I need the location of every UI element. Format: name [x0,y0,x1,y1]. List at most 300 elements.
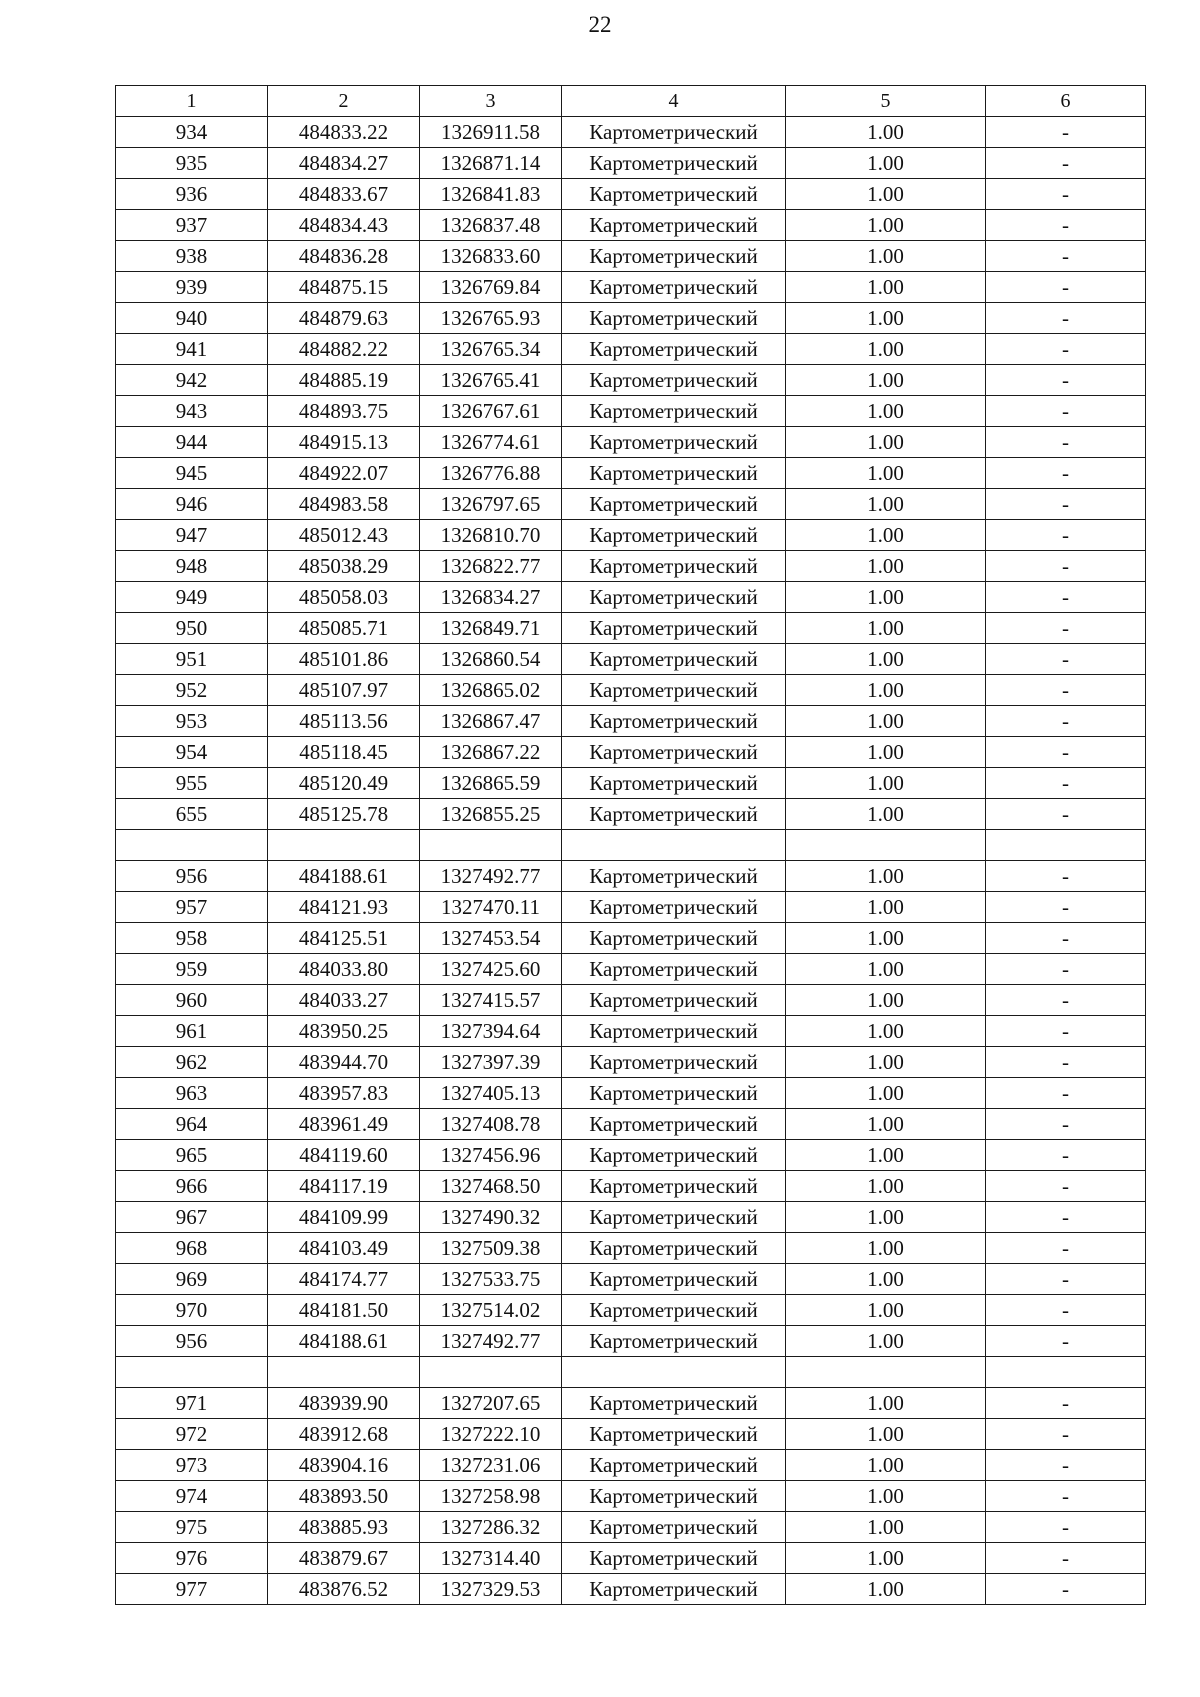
description-cell: - [986,675,1146,706]
x-coordinate-cell: 484188.61 [268,1326,420,1357]
x-coordinate-cell: 484125.51 [268,923,420,954]
point-number-cell: 936 [116,179,268,210]
method-cell: Картометрический [562,303,786,334]
x-coordinate-cell: 484834.43 [268,210,420,241]
x-coordinate-cell: 483912.68 [268,1419,420,1450]
x-coordinate-cell: 484033.80 [268,954,420,985]
table-row [116,551,1146,582]
point-number-cell: 949 [116,582,268,613]
column-header: 3 [420,86,562,117]
accuracy-cell: 1.00 [786,334,986,365]
x-coordinate-cell: 483893.50 [268,1481,420,1512]
column-header: 1 [116,86,268,117]
accuracy-cell: 1.00 [786,148,986,179]
accuracy-cell: 1.00 [786,1109,986,1140]
x-coordinate-cell: 484174.77 [268,1264,420,1295]
method-cell: Картометрический [562,954,786,985]
description-cell: - [986,148,1146,179]
method-cell: Картометрический [562,489,786,520]
x-coordinate-cell: 484875.15 [268,272,420,303]
x-coordinate-cell: 484893.75 [268,396,420,427]
method-cell: Картометрический [562,923,786,954]
method-cell: Картометрический [562,210,786,241]
table-row [116,117,1146,148]
table-row [116,644,1146,675]
y-coordinate-cell: 1327456.96 [420,1140,562,1171]
description-cell: - [986,768,1146,799]
accuracy-cell: 1.00 [786,1140,986,1171]
x-coordinate-cell: 485101.86 [268,644,420,675]
y-coordinate-cell: 1326855.25 [420,799,562,830]
table-row [116,365,1146,396]
x-coordinate-cell: 485085.71 [268,613,420,644]
method-cell: Картометрический [562,365,786,396]
y-coordinate-cell: 1326765.41 [420,365,562,396]
point-number-cell: 940 [116,303,268,334]
method-cell: Картометрический [562,985,786,1016]
x-coordinate-cell: 483944.70 [268,1047,420,1078]
table-row [116,334,1146,365]
description-cell: - [986,1171,1146,1202]
y-coordinate-cell: 1327533.75 [420,1264,562,1295]
description-cell: - [986,427,1146,458]
point-number-cell: 952 [116,675,268,706]
accuracy-cell: 1.00 [786,241,986,272]
accuracy-cell: 1.00 [786,861,986,892]
x-coordinate-cell: 484121.93 [268,892,420,923]
point-number-cell: 975 [116,1512,268,1543]
description-cell [986,830,1146,861]
table-row [116,1109,1146,1140]
method-cell: Картометрический [562,179,786,210]
description-cell: - [986,1574,1146,1605]
point-number-cell: 960 [116,985,268,1016]
point-number-cell [116,830,268,861]
table-row [116,1264,1146,1295]
accuracy-cell: 1.00 [786,520,986,551]
point-number-cell: 972 [116,1419,268,1450]
point-number-cell: 946 [116,489,268,520]
method-cell: Картометрический [562,582,786,613]
x-coordinate-cell: 484836.28 [268,241,420,272]
point-number-cell: 655 [116,799,268,830]
point-number-cell: 961 [116,1016,268,1047]
table-row [116,923,1146,954]
table-row [116,613,1146,644]
x-coordinate-cell: 484834.27 [268,148,420,179]
description-cell: - [986,923,1146,954]
method-cell [562,1357,786,1388]
accuracy-cell: 1.00 [786,644,986,675]
table-row [116,1419,1146,1450]
method-cell: Картометрический [562,1450,786,1481]
point-number-cell: 966 [116,1171,268,1202]
separator-row [116,1357,1146,1388]
description-cell: - [986,1450,1146,1481]
table-row [116,985,1146,1016]
x-coordinate-cell: 485012.43 [268,520,420,551]
description-cell: - [986,1140,1146,1171]
y-coordinate-cell: 1326867.22 [420,737,562,768]
table-row [116,1543,1146,1574]
x-coordinate-cell: 485120.49 [268,768,420,799]
x-coordinate-cell: 483904.16 [268,1450,420,1481]
table-row [116,706,1146,737]
description-cell: - [986,210,1146,241]
table-row [116,1047,1146,1078]
table-row [116,892,1146,923]
table-row [116,1481,1146,1512]
description-cell: - [986,458,1146,489]
accuracy-cell: 1.00 [786,272,986,303]
description-cell: - [986,582,1146,613]
accuracy-cell: 1.00 [786,1295,986,1326]
accuracy-cell: 1.00 [786,1202,986,1233]
accuracy-cell: 1.00 [786,1171,986,1202]
point-number-cell: 938 [116,241,268,272]
accuracy-cell: 1.00 [786,1047,986,1078]
y-coordinate-cell: 1327509.38 [420,1233,562,1264]
method-cell: Картометрический [562,1574,786,1605]
table-row [116,1512,1146,1543]
point-number-cell: 963 [116,1078,268,1109]
point-number-cell: 969 [116,1264,268,1295]
x-coordinate-cell: 483961.49 [268,1109,420,1140]
accuracy-cell: 1.00 [786,551,986,582]
method-cell: Картометрический [562,334,786,365]
point-number-cell: 976 [116,1543,268,1574]
description-cell: - [986,179,1146,210]
description-cell: - [986,1295,1146,1326]
accuracy-cell: 1.00 [786,1233,986,1264]
method-cell: Картометрический [562,272,786,303]
accuracy-cell: 1.00 [786,985,986,1016]
accuracy-cell: 1.00 [786,1078,986,1109]
accuracy-cell: 1.00 [786,582,986,613]
method-cell: Картометрический [562,1295,786,1326]
y-coordinate-cell: 1327258.98 [420,1481,562,1512]
description-cell: - [986,737,1146,768]
point-number-cell: 948 [116,551,268,582]
table-row [116,1171,1146,1202]
y-coordinate-cell: 1326867.47 [420,706,562,737]
table-body [116,117,1146,1605]
x-coordinate-cell: 483957.83 [268,1078,420,1109]
description-cell: - [986,1078,1146,1109]
y-coordinate-cell: 1326774.61 [420,427,562,458]
method-cell: Картометрический [562,1171,786,1202]
x-coordinate-cell: 485125.78 [268,799,420,830]
y-coordinate-cell: 1327492.77 [420,861,562,892]
point-number-cell: 954 [116,737,268,768]
accuracy-cell: 1.00 [786,1419,986,1450]
description-cell: - [986,303,1146,334]
accuracy-cell: 1.00 [786,768,986,799]
accuracy-cell: 1.00 [786,489,986,520]
y-coordinate-cell: 1326865.02 [420,675,562,706]
point-number-cell: 951 [116,644,268,675]
table-row [116,675,1146,706]
table-row [116,241,1146,272]
point-number-cell: 947 [116,520,268,551]
point-number-cell: 967 [116,1202,268,1233]
method-cell: Картометрический [562,520,786,551]
method-cell: Картометрический [562,861,786,892]
description-cell: - [986,1512,1146,1543]
description-cell: - [986,272,1146,303]
point-number-cell: 957 [116,892,268,923]
y-coordinate-cell: 1327408.78 [420,1109,562,1140]
y-coordinate-cell [420,830,562,861]
accuracy-cell: 1.00 [786,892,986,923]
description-cell: - [986,861,1146,892]
point-number-cell: 953 [116,706,268,737]
table-row [116,1326,1146,1357]
x-coordinate-cell [268,830,420,861]
description-cell: - [986,117,1146,148]
method-cell: Картометрический [562,768,786,799]
table-row [116,179,1146,210]
method-cell: Картометрический [562,427,786,458]
y-coordinate-cell: 1326822.77 [420,551,562,582]
description-cell: - [986,334,1146,365]
table-row [116,1202,1146,1233]
x-coordinate-cell: 484109.99 [268,1202,420,1233]
table-row [116,1450,1146,1481]
method-cell: Картометрический [562,1109,786,1140]
table-row [116,1574,1146,1605]
point-number-cell: 958 [116,923,268,954]
table-row [116,799,1146,830]
y-coordinate-cell: 1327492.77 [420,1326,562,1357]
description-cell: - [986,1047,1146,1078]
point-number-cell: 937 [116,210,268,241]
point-number-cell: 934 [116,117,268,148]
x-coordinate-cell: 485058.03 [268,582,420,613]
table-row [116,489,1146,520]
description-cell: - [986,1543,1146,1574]
point-number-cell: 965 [116,1140,268,1171]
description-cell: - [986,613,1146,644]
x-coordinate-cell: 484885.19 [268,365,420,396]
method-cell: Картометрический [562,799,786,830]
description-cell: - [986,551,1146,582]
method-cell: Картометрический [562,1140,786,1171]
y-coordinate-cell: 1326841.83 [420,179,562,210]
description-cell: - [986,954,1146,985]
description-cell: - [986,396,1146,427]
method-cell: Картометрический [562,1388,786,1419]
table-row [116,582,1146,613]
accuracy-cell: 1.00 [786,675,986,706]
method-cell: Картометрический [562,1016,786,1047]
y-coordinate-cell: 1326911.58 [420,117,562,148]
accuracy-cell: 1.00 [786,1388,986,1419]
x-coordinate-cell: 484833.22 [268,117,420,148]
y-coordinate-cell: 1326765.93 [420,303,562,334]
description-cell: - [986,1233,1146,1264]
table-row [116,148,1146,179]
table-row [116,1078,1146,1109]
accuracy-cell: 1.00 [786,737,986,768]
table-row [116,303,1146,334]
accuracy-cell: 1.00 [786,923,986,954]
description-cell: - [986,985,1146,1016]
method-cell: Картометрический [562,892,786,923]
accuracy-cell [786,1357,986,1388]
accuracy-cell: 1.00 [786,1543,986,1574]
x-coordinate-cell: 484119.60 [268,1140,420,1171]
x-coordinate-cell: 483950.25 [268,1016,420,1047]
x-coordinate-cell: 484882.22 [268,334,420,365]
point-number-cell: 973 [116,1450,268,1481]
separator-row [116,830,1146,861]
accuracy-cell: 1.00 [786,1481,986,1512]
point-number-cell: 956 [116,1326,268,1357]
method-cell: Картометрический [562,1326,786,1357]
y-coordinate-cell: 1327394.64 [420,1016,562,1047]
accuracy-cell: 1.00 [786,117,986,148]
x-coordinate-cell: 484922.07 [268,458,420,489]
coordinates-table [115,85,1146,1605]
accuracy-cell: 1.00 [786,458,986,489]
description-cell: - [986,520,1146,551]
point-number-cell: 944 [116,427,268,458]
accuracy-cell: 1.00 [786,1016,986,1047]
x-coordinate-cell: 485118.45 [268,737,420,768]
y-coordinate-cell: 1326860.54 [420,644,562,675]
method-cell: Картометрический [562,644,786,675]
accuracy-cell: 1.00 [786,613,986,644]
method-cell: Картометрический [562,551,786,582]
y-coordinate-cell: 1327207.65 [420,1388,562,1419]
y-coordinate-cell: 1327314.40 [420,1543,562,1574]
method-cell: Картометрический [562,148,786,179]
x-coordinate-cell: 484188.61 [268,861,420,892]
method-cell: Картометрический [562,1481,786,1512]
method-cell: Картометрический [562,1543,786,1574]
point-number-cell: 955 [116,768,268,799]
x-coordinate-cell: 484833.67 [268,179,420,210]
point-number-cell: 970 [116,1295,268,1326]
x-coordinate-cell: 484915.13 [268,427,420,458]
y-coordinate-cell: 1327286.32 [420,1512,562,1543]
description-cell: - [986,799,1146,830]
method-cell: Картометрический [562,458,786,489]
y-coordinate-cell: 1327415.57 [420,985,562,1016]
x-coordinate-cell: 484983.58 [268,489,420,520]
description-cell: - [986,1481,1146,1512]
method-cell: Картометрический [562,117,786,148]
point-number-cell: 964 [116,1109,268,1140]
point-number-cell: 939 [116,272,268,303]
y-coordinate-cell: 1327231.06 [420,1450,562,1481]
accuracy-cell: 1.00 [786,1264,986,1295]
table-row [116,427,1146,458]
y-coordinate-cell: 1327514.02 [420,1295,562,1326]
table-row [116,396,1146,427]
y-coordinate-cell: 1326871.14 [420,148,562,179]
table-row [116,210,1146,241]
description-cell: - [986,706,1146,737]
x-coordinate-cell: 484181.50 [268,1295,420,1326]
x-coordinate-cell: 484117.19 [268,1171,420,1202]
method-cell: Картометрический [562,1264,786,1295]
method-cell: Картометрический [562,241,786,272]
point-number-cell [116,1357,268,1388]
y-coordinate-cell: 1327329.53 [420,1574,562,1605]
accuracy-cell: 1.00 [786,210,986,241]
y-coordinate-cell: 1327453.54 [420,923,562,954]
column-header: 4 [562,86,786,117]
description-cell: - [986,1326,1146,1357]
accuracy-cell: 1.00 [786,396,986,427]
y-coordinate-cell: 1326837.48 [420,210,562,241]
point-number-cell: 941 [116,334,268,365]
page-number: 22 [588,12,612,37]
y-coordinate-cell: 1327425.60 [420,954,562,985]
description-cell: - [986,1419,1146,1450]
point-number-cell: 977 [116,1574,268,1605]
method-cell: Картометрический [562,1047,786,1078]
point-number-cell: 943 [116,396,268,427]
y-coordinate-cell: 1326776.88 [420,458,562,489]
table-row [116,737,1146,768]
accuracy-cell: 1.00 [786,1574,986,1605]
x-coordinate-cell: 485107.97 [268,675,420,706]
y-coordinate-cell: 1326797.65 [420,489,562,520]
accuracy-cell: 1.00 [786,303,986,334]
table-row [116,520,1146,551]
x-coordinate-cell: 484103.49 [268,1233,420,1264]
column-header: 6 [986,86,1146,117]
point-number-cell: 942 [116,365,268,396]
point-number-cell: 962 [116,1047,268,1078]
x-coordinate-cell: 485113.56 [268,706,420,737]
y-coordinate-cell: 1326865.59 [420,768,562,799]
y-coordinate-cell: 1326834.27 [420,582,562,613]
method-cell: Картометрический [562,1512,786,1543]
y-coordinate-cell: 1326765.34 [420,334,562,365]
y-coordinate-cell: 1327490.32 [420,1202,562,1233]
column-header: 5 [786,86,986,117]
accuracy-cell [786,830,986,861]
accuracy-cell: 1.00 [786,706,986,737]
point-number-cell: 959 [116,954,268,985]
x-coordinate-cell: 484033.27 [268,985,420,1016]
y-coordinate-cell: 1326833.60 [420,241,562,272]
x-coordinate-cell: 483939.90 [268,1388,420,1419]
description-cell: - [986,365,1146,396]
method-cell: Картометрический [562,675,786,706]
y-coordinate-cell: 1327468.50 [420,1171,562,1202]
point-number-cell: 974 [116,1481,268,1512]
point-number-cell: 945 [116,458,268,489]
x-coordinate-cell: 484879.63 [268,303,420,334]
table-row [116,768,1146,799]
table-row [116,1388,1146,1419]
table-row [116,1016,1146,1047]
method-cell: Картометрический [562,1078,786,1109]
table-row [116,1233,1146,1264]
method-cell: Картометрический [562,396,786,427]
accuracy-cell: 1.00 [786,427,986,458]
accuracy-cell: 1.00 [786,954,986,985]
method-cell: Картометрический [562,737,786,768]
description-cell: - [986,489,1146,520]
x-coordinate-cell: 485038.29 [268,551,420,582]
y-coordinate-cell: 1326849.71 [420,613,562,644]
